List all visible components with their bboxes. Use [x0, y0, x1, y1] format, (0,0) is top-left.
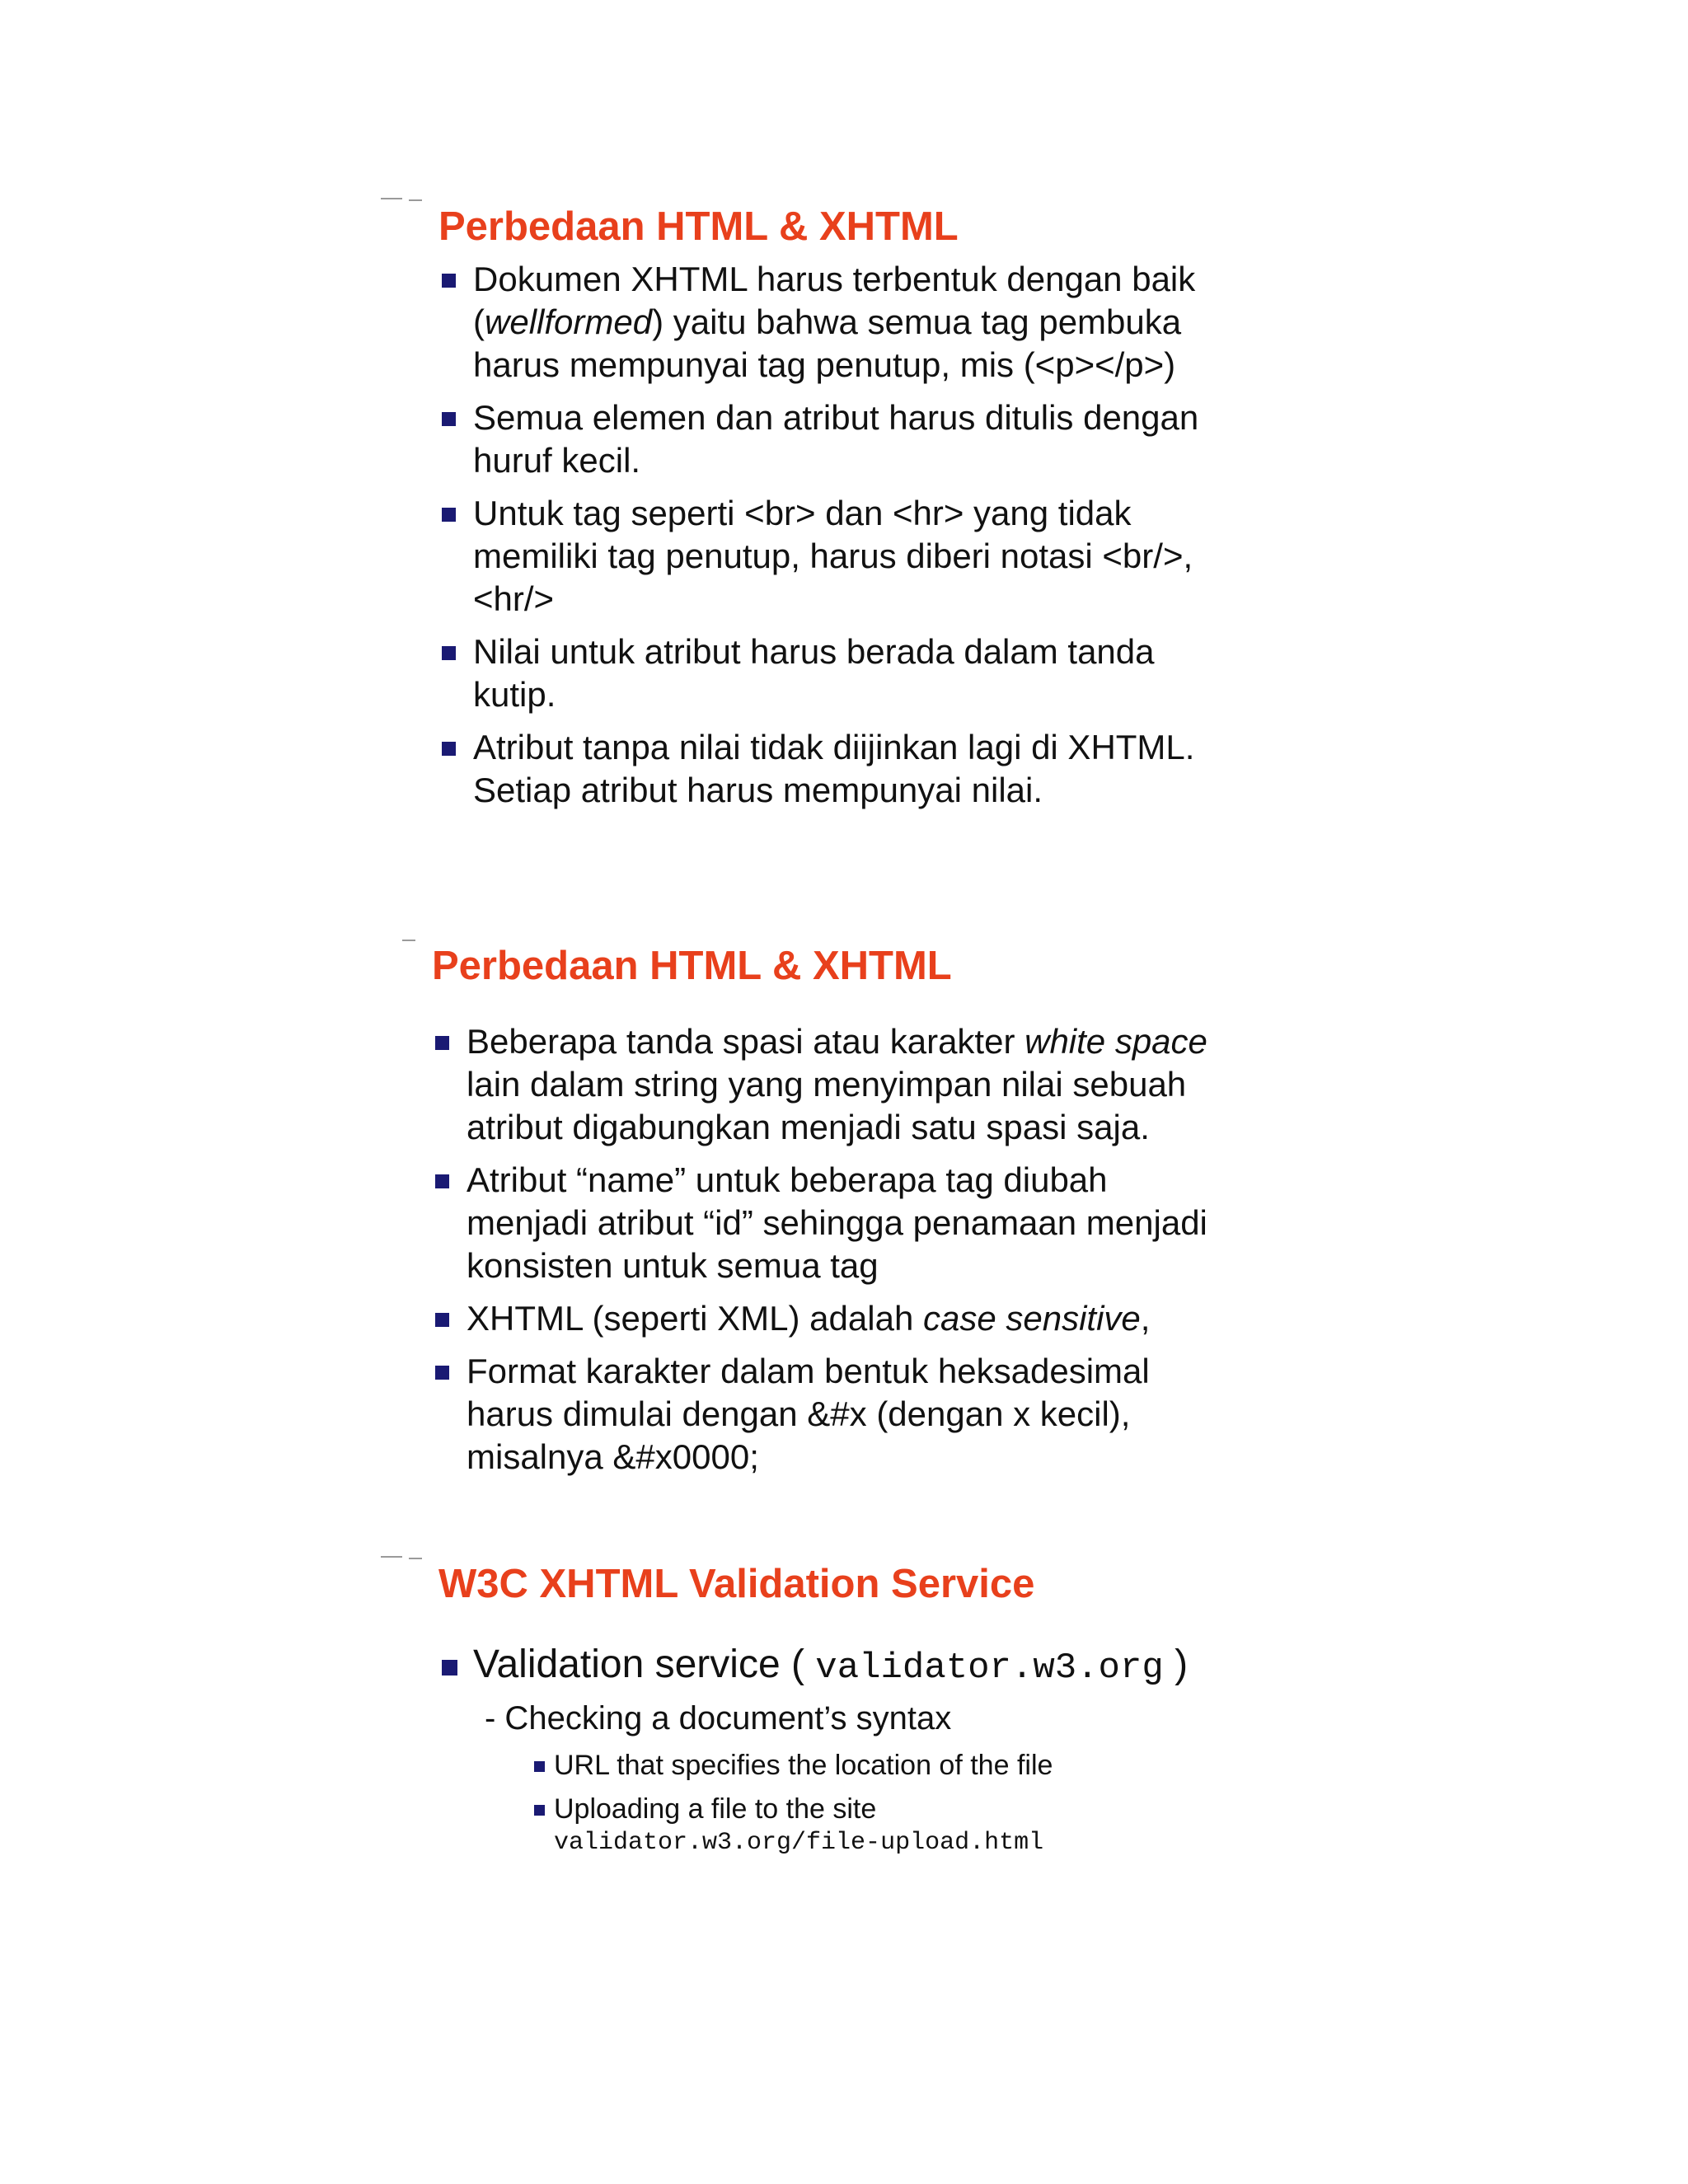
slide-1-corner-mark-2	[409, 199, 422, 201]
bullet-text: lain dalam string yang menyimpan nilai sebuah	[467, 1065, 1187, 1104]
bullet-item	[438, 258, 1198, 387]
bullet-text: Beberapa tanda spasi atau karakter	[467, 1022, 1025, 1061]
bullet-square-icon	[442, 412, 456, 426]
bullet-item	[438, 396, 1198, 482]
slide-1-bullet-list	[438, 258, 1198, 822]
bullet-square-icon	[435, 1313, 449, 1327]
bullet-line	[473, 396, 1198, 439]
slide-1-corner-mark	[381, 198, 402, 199]
bullet-text: memiliki tag penutup, harus diberi notasi <br/>,	[473, 537, 1193, 575]
bullet-text: Dokumen XHTML harus terbentuk dengan baik	[473, 260, 1196, 298]
bullet-line	[467, 1106, 1207, 1149]
slide-3-subsub-item-url	[531, 1748, 1053, 1783]
bullet-text: ) yaitu bahwa semua tag pembuka	[652, 302, 1182, 341]
bullet-text: <hr/>	[473, 579, 555, 618]
bullet-square-icon	[442, 508, 456, 522]
bullet-line	[467, 1020, 1207, 1063]
bullet-text: harus mempunyai tag penutup, mis (<p></p>)	[473, 345, 1176, 384]
bullet-text: huruf kecil.	[473, 441, 641, 480]
bullet-line	[467, 1202, 1207, 1244]
bullet-text: Format karakter dalam bentuk heksadesimal	[467, 1352, 1150, 1390]
bullet-text: Untuk tag seperti <br> dan <hr> yang tidak	[473, 494, 1132, 532]
bullet-line	[467, 1350, 1207, 1393]
subsub-1-text: URL that specifies the location of the file	[554, 1750, 1053, 1781]
bullet-text: Setiap atribut harus mempunyai nilai.	[473, 771, 1043, 809]
main-bullet-close: )	[1163, 1643, 1189, 1686]
bullet-line	[473, 439, 1198, 482]
bullet-line	[467, 1063, 1207, 1106]
bullet-line	[467, 1436, 1207, 1479]
bullet-line	[473, 344, 1198, 387]
bullet-text: menjadi atribut “id” sehingga penamaan menjadi	[467, 1203, 1207, 1242]
bullet-text: misalnya &#x0000;	[467, 1437, 759, 1476]
slide-3-subsub-item-upload	[531, 1792, 876, 1826]
bullet-text: Atribut “name” untuk beberapa tag diubah	[467, 1160, 1108, 1199]
bullet-square-icon	[442, 742, 456, 756]
bullet-line	[473, 726, 1198, 769]
bullet-item	[432, 1159, 1207, 1287]
bullet-square-icon	[435, 1174, 449, 1188]
bullet-text: XHTML (seperti XML) adalah	[467, 1299, 923, 1338]
bullet-text: (	[473, 302, 485, 341]
bullet-text: white space	[1025, 1022, 1207, 1061]
slide-3-title: W3C XHTML Validation Service	[438, 1562, 1035, 1606]
slide-3-main-bullet	[438, 1642, 1188, 1691]
bullet-text: Semua elemen dan atribut harus ditulis dengan	[473, 398, 1199, 437]
bullet-text: kutip.	[473, 675, 556, 714]
slide-2-bullet-list	[432, 1020, 1207, 1488]
bullet-line	[473, 630, 1198, 673]
bullet-text: konsisten untuk semua tag	[467, 1246, 879, 1285]
slide-3-corner-mark	[381, 1556, 402, 1558]
bullet-line	[473, 301, 1198, 344]
slide-2-corner-mark	[402, 940, 415, 941]
bullet-line	[473, 673, 1198, 716]
slide-2-title: Perbedaan HTML & XHTML	[432, 944, 952, 988]
validator-url: validator.w3.org	[815, 1647, 1164, 1689]
bullet-text: Nilai untuk atribut harus berada dalam tanda	[473, 632, 1155, 671]
bullet-item	[432, 1020, 1207, 1149]
bullet-line	[473, 492, 1198, 535]
bullet-item	[432, 1350, 1207, 1479]
bullet-square-icon	[442, 274, 456, 288]
bullet-text: ,	[1140, 1299, 1151, 1338]
bullet-line	[473, 578, 1198, 621]
bullet-line	[473, 769, 1198, 812]
bullet-line	[473, 535, 1198, 578]
slide-1-title: Perbedaan HTML & XHTML	[438, 204, 959, 249]
bullet-square-icon	[435, 1036, 449, 1050]
bullet-item	[438, 492, 1198, 621]
bullet-line	[467, 1297, 1207, 1340]
bullet-line	[467, 1159, 1207, 1202]
upload-url: validator.w3.org/file-upload.html	[554, 1829, 1044, 1857]
bullet-line	[473, 258, 1198, 301]
bullet-text: case sensitive	[922, 1299, 1141, 1338]
slide-3-corner-mark-2	[409, 1558, 422, 1559]
bullet-text: wellformed	[485, 302, 653, 341]
main-bullet-text: Validation service (	[473, 1643, 816, 1686]
bullet-text: harus dimulai dengan &#x (dengan x kecil),	[467, 1394, 1131, 1433]
slide-3-sub-item: - Checking a document’s syntax	[485, 1700, 952, 1736]
bullet-square-icon	[534, 1761, 545, 1772]
bullet-square-icon	[435, 1366, 449, 1380]
bullet-item	[438, 726, 1198, 812]
subsub-2-text: Uploading a file to the site	[554, 1793, 877, 1825]
bullet-square-icon	[442, 646, 456, 660]
bullet-line	[467, 1393, 1207, 1436]
bullet-text: Atribut tanpa nilai tidak diijinkan lagi di XHTML.	[473, 728, 1195, 766]
bullet-item	[438, 630, 1198, 716]
bullet-text: atribut digabungkan menjadi satu spasi saja.	[467, 1108, 1150, 1146]
bullet-square-icon	[442, 1660, 457, 1675]
bullet-line	[467, 1244, 1207, 1287]
bullet-item	[432, 1297, 1207, 1340]
bullet-square-icon	[534, 1805, 545, 1816]
